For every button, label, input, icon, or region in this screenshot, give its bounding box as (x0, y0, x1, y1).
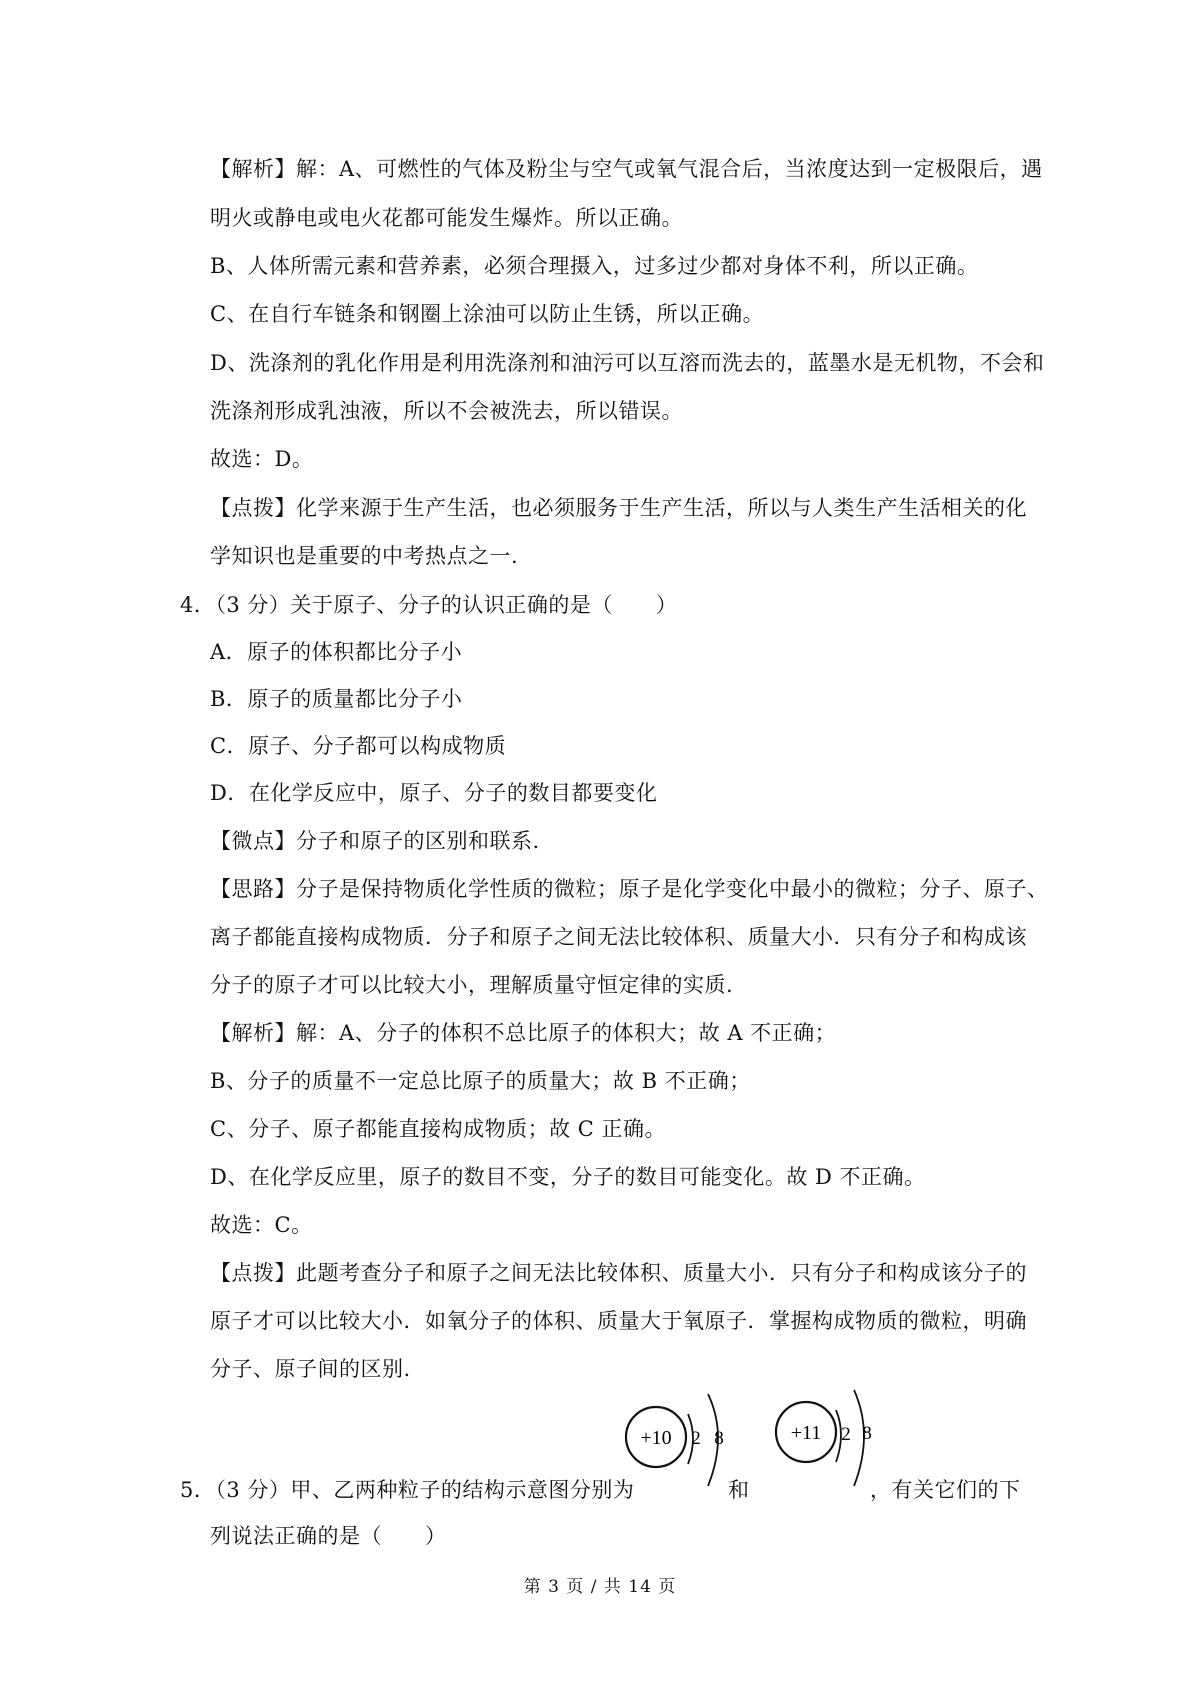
q3-analysis-c: C、在自行车链条和钢圈上涂油可以防止生锈，所以正确。 (210, 302, 765, 326)
q3-analysis-line1: 【解析】解：A、可燃性的气体及粉尘与空气或氧气混合后，当浓度达到一定极限后，遇 (210, 157, 1043, 181)
q4-option-a: A．原子的体积都比分子小 (210, 640, 463, 664)
shell-electrons-2-second: 8 (862, 1423, 872, 1444)
q4-analysis-a: 【解析】解：A、分子的体积不总比原子的体积大；故 A 不正确； (210, 1021, 837, 1045)
shell-electrons-1-first: 2 (691, 1428, 701, 1449)
q4-analysis-b: B、分子的质量不一定总比原子的质量大；故 B 不正确； (210, 1069, 751, 1093)
q4-tip-line1: 【点拨】此题考查分子和原子之间无法比较体积、质量大小．只有分子和构成该分子的 (210, 1261, 1027, 1285)
q3-analysis-d-line1: D、洗涤剂的乳化作用是利用洗涤剂和油污可以互溶而洗去的，蓝墨水是无机物，不会和 (210, 351, 1045, 375)
q4-option-b: B．原子的质量都比分子小 (210, 687, 463, 711)
q4-approach-line2: 离子都能直接构成物质．分子和原子之间无法比较体积、质量大小．只有分子和构成该 (210, 925, 1027, 949)
q3-answer: 故选：D。 (210, 447, 314, 471)
q4-approach-line3: 分子的原子才可以比较大小，理解质量守恒定律的实质. (210, 973, 734, 997)
shell-electrons-2-first: 2 (841, 1424, 851, 1445)
q4-tip-line3: 分子、原子间的区别. (210, 1357, 411, 1381)
q5-stem-line2: 列说法正确的是（ ） (210, 1524, 447, 1548)
q5-stem-and: 和 (728, 1478, 750, 1502)
nucleus-charge-1: +10 (640, 1427, 672, 1449)
q4-stem: 4．（3 分）关于原子、分子的认识正确的是（ ） (180, 593, 678, 617)
q4-tip-line2: 原子才可以比较大小．如氧分子的体积、质量大于氧原子．掌握构成物质的微粒，明确 (210, 1309, 1027, 1333)
q4-analysis-d: D、在化学反应里，原子的数目不变，分子的数目可能变化。故 D 不正确。 (210, 1165, 926, 1189)
q3-tip-line2: 学知识也是重要的中考热点之一. (210, 544, 519, 568)
particle-structure-diagram-1 (620, 1386, 740, 1498)
q5-stem-part2: ，有关它们的下 (870, 1478, 1021, 1502)
q4-key-point: 【微点】分子和原子的区别和联系. (210, 829, 540, 853)
q4-option-d: D．在化学反应中，原子、分子的数目都要变化 (210, 781, 658, 805)
q3-analysis-line2: 明火或静电或电火花都可能发生爆炸。所以正确。 (210, 206, 683, 230)
shell-electrons-1-second: 8 (714, 1428, 724, 1449)
q3-tip-line1: 【点拨】化学来源于生产生活，也必须服务于生产生活，所以与人类生产生活相关的化 (210, 496, 1027, 520)
q4-analysis-c: C、分子、原子都能直接构成物质；故 C 正确。 (210, 1117, 666, 1141)
q4-answer: 故选：C。 (210, 1213, 313, 1237)
q4-option-c: C．原子、分子都可以构成物质 (210, 734, 507, 758)
page-footer: 第 3 页 / 共 14 页 (523, 1577, 677, 1597)
q3-analysis-d-line2: 洗涤剂形成乳浊液，所以不会被洗去，所以错误。 (210, 399, 683, 423)
q5-stem-part1: 5．（3 分）甲、乙两种粒子的结构示意图分别为 (180, 1478, 635, 1502)
nucleus-charge-2: +11 (790, 1422, 822, 1444)
q4-approach-line1: 【思路】分子是保持物质化学性质的微粒；原子是化学变化中最小的微粒；分子、原子、 (210, 877, 1049, 901)
q3-analysis-b: B、人体所需元素和营养素，必须合理摄入，过多过少都对身体不利，所以正确。 (210, 254, 979, 278)
